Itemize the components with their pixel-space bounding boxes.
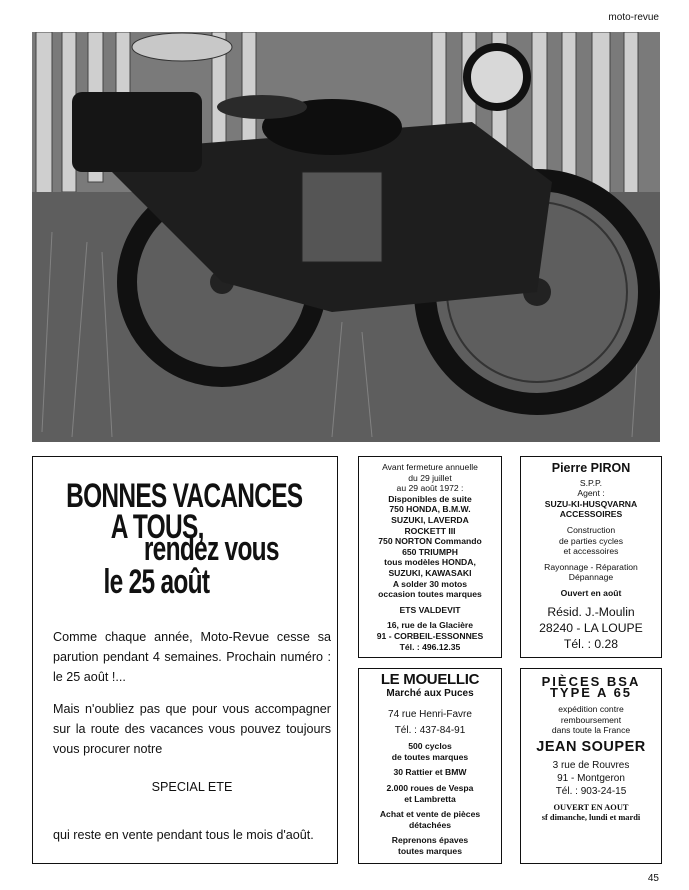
offer-line: tous modèles HONDA, bbox=[384, 557, 476, 568]
address-line: 91 - CORBEIL-ESSONNES bbox=[376, 630, 484, 641]
info-line: remboursement bbox=[560, 714, 622, 725]
opening-note: OUVERT EN AOUT bbox=[553, 802, 629, 812]
headline-line-4: le 25 août bbox=[103, 563, 210, 601]
brand-line: ACCESSOIRES bbox=[559, 509, 623, 520]
paragraph-2: Mais n'oubliez pas que pour vous accompagner sur la route des vacances vous pouvez toujours vous procurer notre bbox=[53, 702, 331, 756]
offer-line: occasion toutes marques bbox=[378, 589, 482, 600]
offer-line: 2.000 roues de Vespa bbox=[386, 782, 474, 793]
paragraph-1: Comme chaque année, Moto-Revue cesse sa parution pendant 4 semaines. Prochain numéro : le 25 août !... bbox=[53, 630, 331, 684]
vacation-announcement bbox=[32, 456, 338, 864]
info-line: Construction bbox=[566, 524, 616, 535]
intro-line: Avant fermeture annuelle bbox=[382, 462, 478, 472]
offer-line: 750 NORTON Commando bbox=[378, 536, 482, 547]
offer-line: et Lambretta bbox=[404, 793, 456, 804]
opening-note: Ouvert en août bbox=[560, 587, 622, 598]
offer-line: ROCKETT III bbox=[404, 525, 456, 536]
info-line: Dépannage bbox=[568, 572, 614, 583]
offer-line: 30 Rattier et BMW bbox=[393, 767, 467, 778]
headline-line-1: BONNES VACANCES bbox=[66, 477, 303, 515]
offer-line: de toutes marques bbox=[391, 751, 469, 762]
piron-ad bbox=[520, 456, 662, 658]
address-line: 28240 - LA LOUPE bbox=[539, 620, 643, 635]
phone: Tél. : 496.12.35 bbox=[399, 641, 461, 652]
dealer-name: Pierre PIRON bbox=[551, 461, 631, 475]
offer-line: détachées bbox=[408, 819, 452, 830]
info-line: de parties cycles bbox=[558, 535, 623, 546]
intro-line: du 29 juillet bbox=[408, 472, 452, 483]
offer-line: 650 TRIUMPH bbox=[402, 546, 458, 557]
dealer-name: JEAN SOUPER bbox=[536, 738, 646, 755]
address-line: 74 rue Henri-Favre bbox=[388, 709, 472, 721]
ad-title: PIÈCES BSA bbox=[541, 674, 641, 689]
offer-line: toutes marques bbox=[398, 845, 462, 856]
offer-line: A solder 30 motos bbox=[392, 578, 468, 589]
valdevit-ad bbox=[358, 456, 502, 658]
info-line: Agent : bbox=[577, 488, 605, 499]
info-line: dans toute la France bbox=[551, 725, 631, 736]
ad-subtitle: TYPE A 65 bbox=[549, 684, 633, 700]
souper-ad bbox=[520, 668, 662, 864]
offer-line: 500 cyclos bbox=[408, 741, 452, 752]
special-edition-name: SPECIAL ETE bbox=[151, 780, 233, 794]
address-line: Résid. J.-Moulin bbox=[547, 604, 635, 619]
opening-days: sf dimanche, lundi et mardi bbox=[541, 813, 641, 823]
address-line: 3 rue de Rouvres bbox=[552, 759, 630, 771]
masthead: moto-revue bbox=[608, 12, 659, 23]
offer-line: Achat et vente de pièces bbox=[379, 809, 481, 820]
motorcycle-illustration bbox=[32, 32, 660, 442]
phone: Tél. : 0.28 bbox=[563, 636, 619, 651]
brand-line: SUZU-KI-HUSQVARNA bbox=[544, 498, 638, 509]
info-line: Rayonnage - Réparation bbox=[544, 561, 638, 572]
offer-line: SUZUKI, LAVERDA bbox=[391, 514, 469, 525]
headline-line-2: A TOUS, bbox=[110, 508, 204, 546]
info-line: S.P.P. bbox=[579, 477, 603, 488]
info-line: expédition contre bbox=[558, 704, 624, 715]
page-number: 45 bbox=[647, 873, 659, 884]
offer-line: Disponibles de suite bbox=[388, 493, 472, 504]
mouellic-ad bbox=[358, 668, 502, 864]
paragraph-3: qui reste en vente pendant tous le mois d'août. bbox=[53, 828, 314, 842]
offer-line: SUZUKI, KAWASAKI bbox=[388, 567, 472, 578]
vintage-motorcycle-photo bbox=[32, 32, 660, 442]
phone: Tél. : 903-24-15 bbox=[555, 785, 627, 797]
intro-line: au 29 août 1972 : bbox=[396, 483, 464, 494]
announcement-body bbox=[53, 627, 331, 857]
info-line: et accessoires bbox=[563, 546, 619, 557]
dealer-name: LE MOUELLIC bbox=[380, 671, 480, 688]
offer-line: Reprenons épaves bbox=[391, 835, 469, 846]
dealer-subtitle: Marché aux Puces bbox=[386, 687, 474, 699]
offer-line: 750 HONDA, B.M.W. bbox=[389, 504, 471, 515]
address-line: 91 - Montgeron bbox=[557, 772, 625, 784]
headline-line-3: rendez vous bbox=[143, 530, 279, 568]
company-name: ETS VALDEVIT bbox=[399, 604, 461, 615]
phone: Tél. : 437-84-91 bbox=[394, 725, 466, 737]
address-line: 16, rue de la Glacière bbox=[387, 620, 473, 631]
